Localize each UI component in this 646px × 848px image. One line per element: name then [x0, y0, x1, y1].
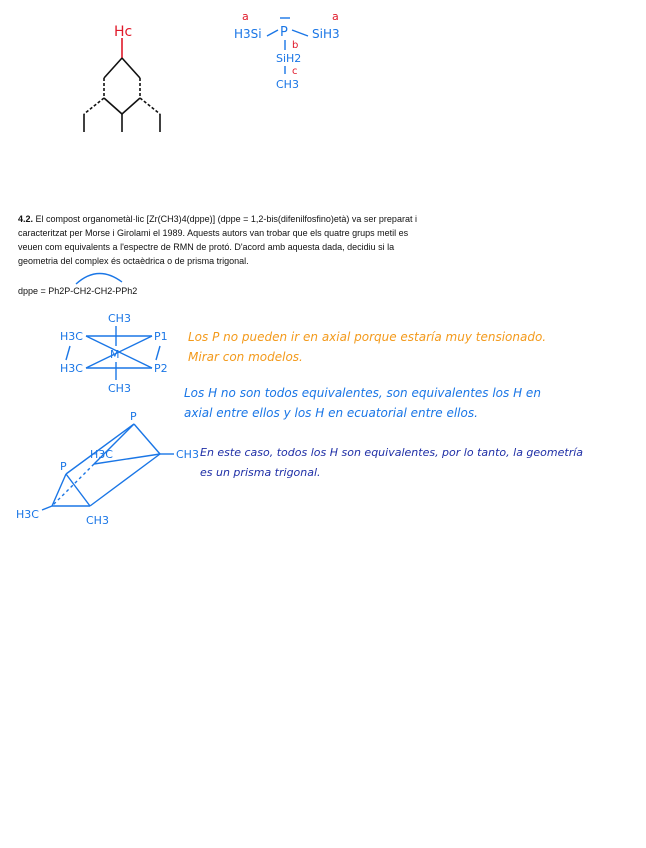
oct-ch3-top: CH3 — [108, 312, 131, 325]
note-blue-1: Los H no son todos equivalentes, son equivalentes los H en — [184, 386, 541, 400]
h3si-label: H3Si — [234, 27, 262, 41]
label-a-left: a — [242, 10, 249, 23]
dppe-arc — [70, 266, 130, 286]
label-c: c — [292, 66, 298, 77]
note-navy-2: es un prisma trigonal. — [200, 466, 321, 479]
dppe-formula: dppe = Ph2P-CH2-CH2-PPh2 — [18, 286, 138, 296]
hc-label: Hc — [114, 24, 133, 40]
prism-ch3-bottom: CH3 — [86, 514, 109, 527]
oct-metal: M — [110, 348, 120, 361]
problem-line-4: geometria del complex és octaèdrica o de prisma trigonal. — [18, 256, 249, 266]
label-b: b — [292, 40, 299, 51]
oct-p2: P2 — [154, 362, 168, 375]
oct-h3c-upper: H3C — [60, 330, 83, 343]
sih2-label: SiH2 — [276, 52, 302, 65]
problem-statement — [18, 212, 488, 268]
skeletal-structure — [70, 14, 180, 136]
label-a-right: a — [332, 10, 339, 23]
oct-p1: P1 — [154, 330, 168, 343]
problem-line-2: caracteritzat per Morse i Girolami el 1989. Aquests autors van trobar que els quatre grups metil es — [18, 228, 409, 238]
trigonal-prism-drawing — [14, 410, 204, 528]
prism-h3c-left: H3C — [16, 508, 39, 521]
sih3-label: SiH3 — [312, 27, 340, 41]
note-navy-1: En este caso, todos los H son equivalentes, por lo tanto, la geometría — [200, 446, 584, 459]
oct-ch3-bottom: CH3 — [108, 382, 131, 395]
prism-p-top: P — [130, 410, 137, 423]
note-blue-2: axial entre ellos y los H en ecuatorial entre ellos. — [184, 406, 478, 420]
octahedral-complex-drawing — [56, 308, 176, 404]
prism-h3c-inner: H3C — [90, 448, 113, 461]
prism-p-left: P — [60, 460, 67, 473]
problem-line-1 — [18, 212, 488, 226]
oct-h3c-lower: H3C — [60, 362, 83, 375]
problem-line-3: veuen com equivalents a l'espectre de RMN de protó. D'acord amb aquesta dada, decidiu si la — [18, 242, 395, 252]
prism-ch3-right: CH3 — [176, 448, 199, 461]
problem-line-1-text: El compost organometàl·lic [Zr(CH3)4(dppe)] (dppe = 1,2-bis(difenilfosfino)età) va ser preparat i — [35, 214, 417, 224]
note-orange-2: Mirar con modelos. — [188, 350, 303, 364]
p-label: P — [280, 25, 288, 40]
problem-number: 4.2. — [18, 214, 34, 224]
note-orange-1: Los P no pueden ir en axial porque estaría muy tensionado. — [188, 330, 547, 344]
silylphosphine-structure — [228, 10, 358, 92]
ch3-label: CH3 — [276, 78, 299, 91]
